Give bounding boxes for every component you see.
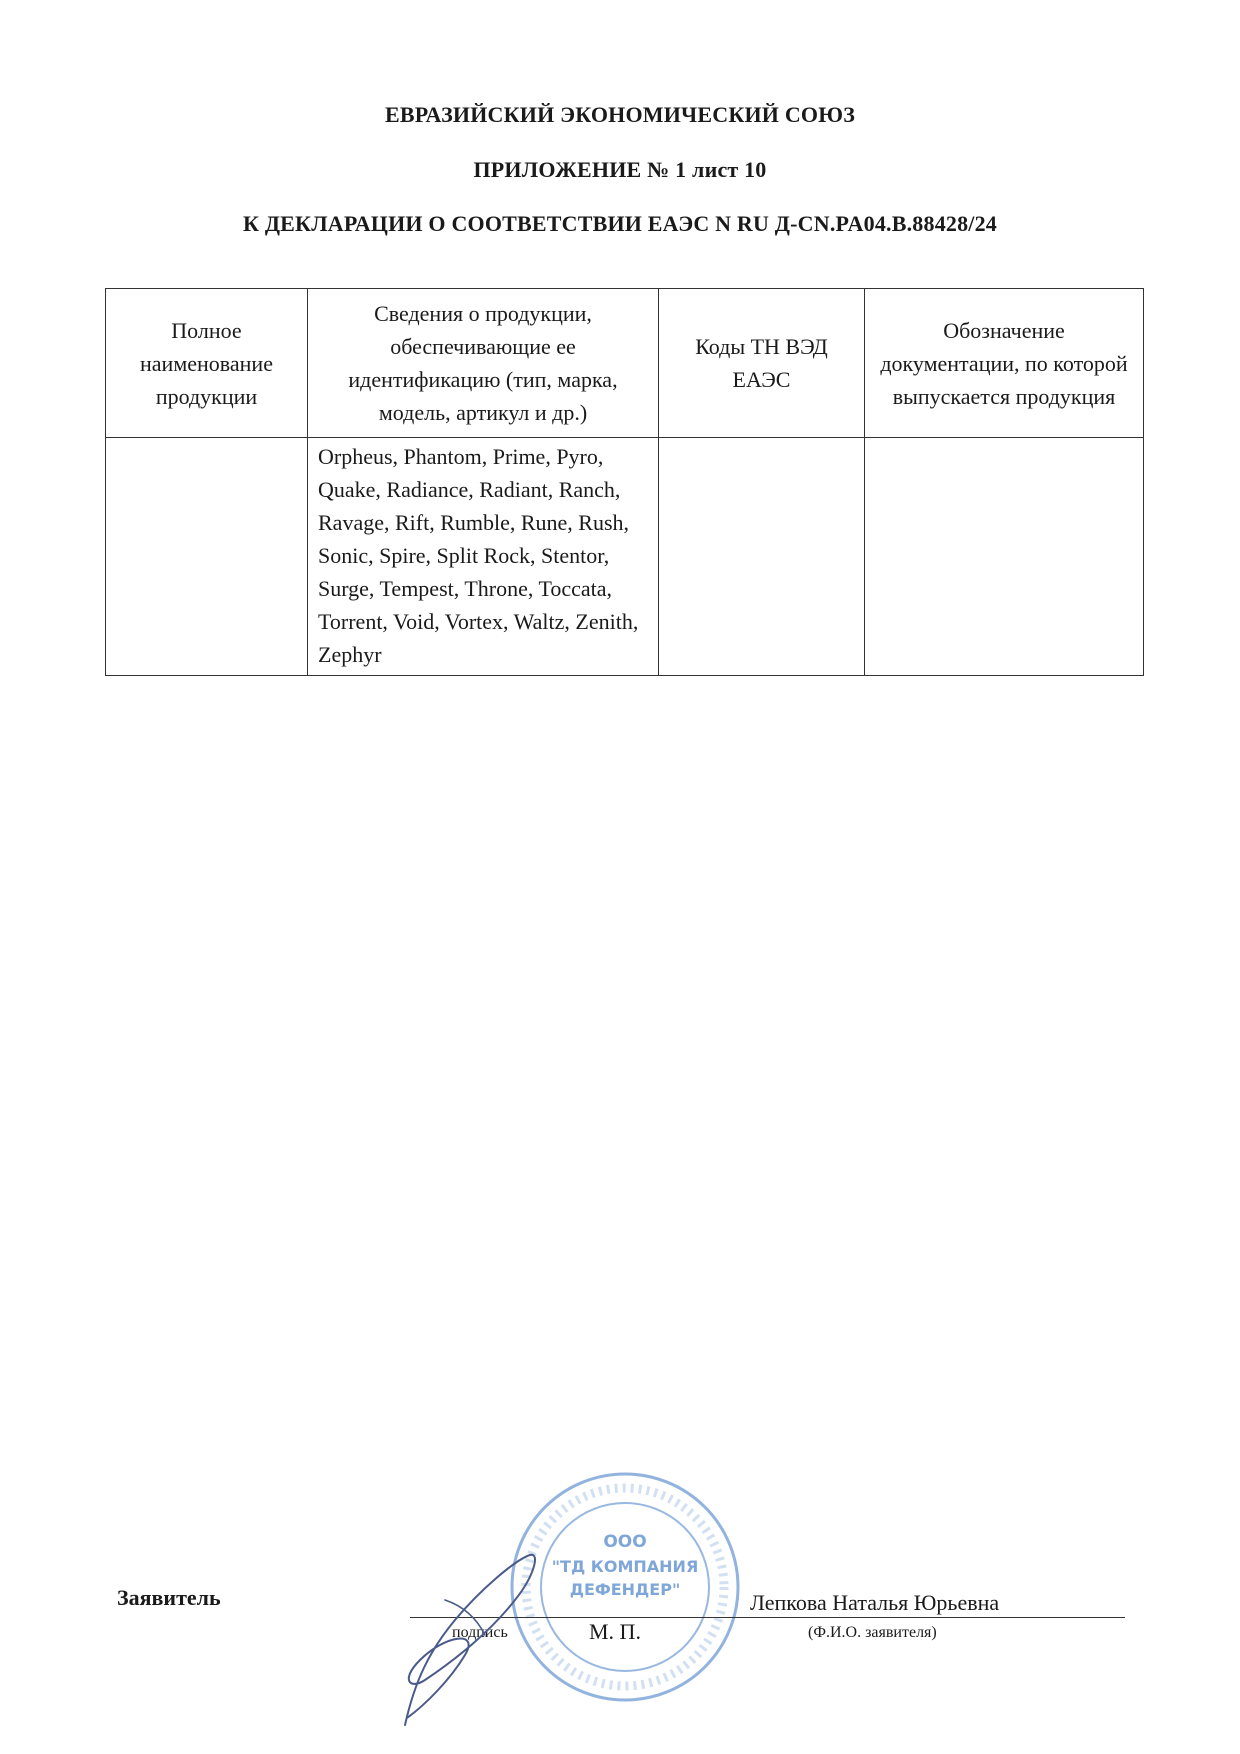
header-product-name: Полное наименование продукции	[106, 289, 308, 438]
table-row	[106, 438, 1144, 676]
table-header-row	[106, 289, 1144, 438]
signature-caption: подпись	[452, 1624, 508, 1641]
union-title: ЕВРАЗИЙСКИЙ ЭКОНОМИЧЕСКИЙ СОЮЗ	[384, 102, 856, 127]
header-hs-codes: Коды ТН ВЭД ЕАЭС	[659, 289, 865, 438]
handwritten-signature-icon	[385, 1540, 545, 1730]
cell-documentation	[865, 438, 1144, 676]
header-documentation: Обозначение документации, по которой выпускается продукция	[865, 289, 1144, 438]
cell-product-info: Orpheus, Phantom, Prime, Pyro, Quake, Radiance, Radiant, Ranch, Ravage, Rift, Rumble, Rune, Rush, Sonic, Spire, Split Rock, Stentor, Surge, Tempest, Throne, Toccata, Torrent, Void, Vortex, Waltz, Zenith, Zephyr	[308, 438, 659, 676]
seal-text-line3: ДЕФЕНДЕР"	[569, 1580, 681, 1599]
applicant-name: Лепкова Наталья Юрьевна	[750, 1590, 1000, 1615]
seal-label: М. П.	[583, 1619, 647, 1645]
cell-product-name	[106, 438, 308, 676]
appendix-title: ПРИЛОЖЕНИЕ № 1 лист 10	[473, 157, 767, 182]
seal-text-line2: "ТД КОМПАНИЯ	[551, 1557, 699, 1576]
declaration-title: К ДЕКЛАРАЦИИ О СООТВЕТСТВИИ ЕАЭС N RU Д-CN.PA04.B.88428/24	[242, 211, 998, 236]
cell-hs-codes	[659, 438, 865, 676]
products-table	[105, 288, 1144, 676]
seal-text-line1: ООО	[603, 1532, 647, 1552]
name-caption: (Ф.И.О. заявителя)	[808, 1624, 937, 1641]
header-product-info: Сведения о продукции, обеспечивающие ее идентификацию (тип, марка, модель, артикул и др.)	[308, 289, 659, 438]
applicant-label: Заявитель	[117, 1585, 221, 1610]
